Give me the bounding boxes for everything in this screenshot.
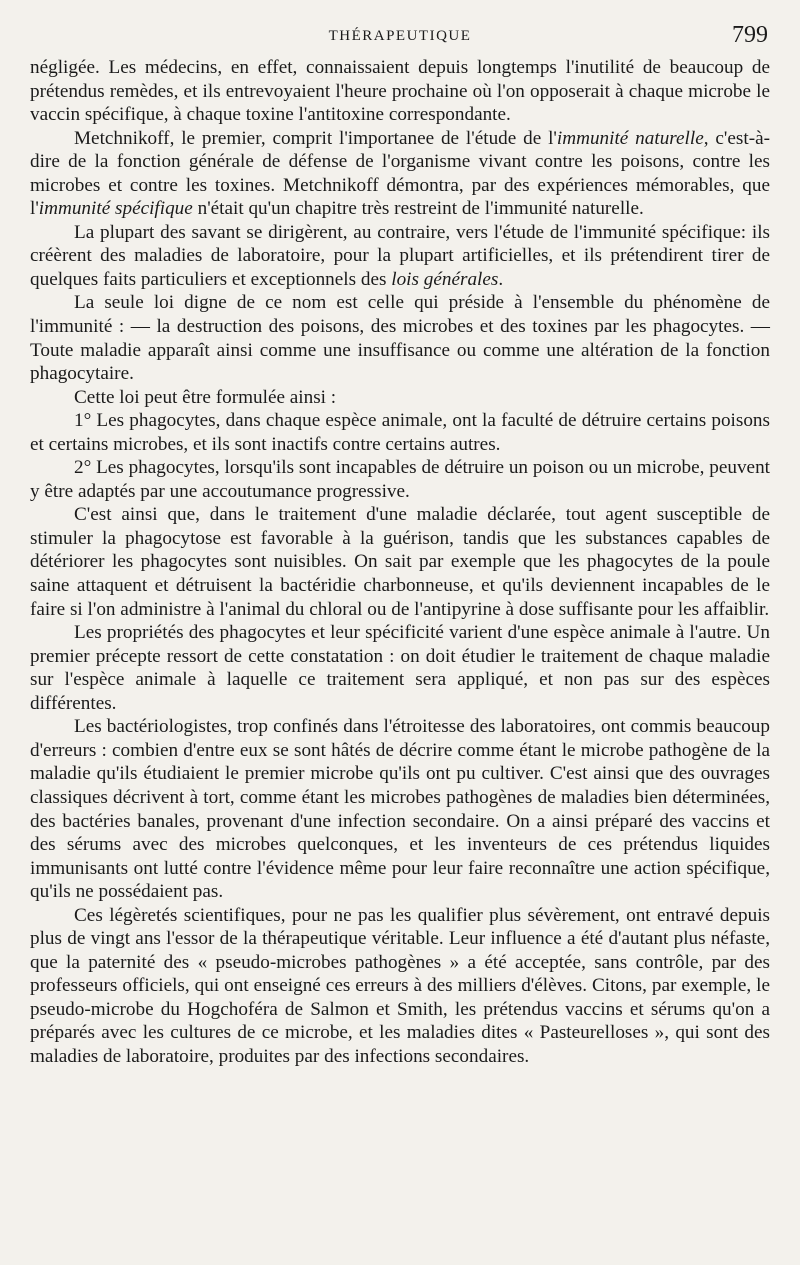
paragraph: [30, 409, 770, 456]
paragraph: [30, 456, 770, 503]
paragraph-text: La seule loi digne de ce nom est celle qui préside à l'ensemble du phénomène de l'immunité : — la destruction des poisons, des microbes et des toxines par les phagocytes. — Toute maladie apparaît ainsi comme une insuffisance ou comme une altération de la fonction phagocytaire.: [30, 292, 770, 385]
italic-text: immunité spécifique: [38, 198, 193, 220]
paragraph-text: , c'est-à-dire de la fonction générale de défense de l'organisme vivant contre les poisons, contre les microbes et contre les toxines. Metchnikoff démontra, par des expériences mémorables, que l': [30, 127, 770, 220]
paragraph: [30, 503, 770, 621]
paragraph-text: C'est ainsi que, dans le traitement d'une maladie déclarée, tout agent susceptible de stimuler la phagocytose est favorable à la guérison, tandis que les substances capables de détériorer les phagocytes sont nuisibles. On sait par exemple que les phagocytes de la poule saine attaquent et détruisent la bactéridie charbonneuse, et qu'ils deviennent incapables de le faire si l'on administre à l'animal du chloral ou de l'antipyrine à dose suffisante pour les affaiblir.: [30, 504, 770, 620]
paragraph-text: 1° Les phagocytes, dans chaque espèce animale, ont la faculté de détruire certains poisons et certains microbes, et ils sont inactifs contre certains autres.: [30, 410, 770, 455]
paragraph-text: négligée. Les médecins, en effet, connaissaient depuis longtemps l'inutilité de beaucoup de prétendus remèdes, et ils entrevoyaient l'heure prochaine où l'on opposerait à chaque microbe le vaccin spécifique, à chaque toxine l'antitoxine correspondante.: [30, 57, 770, 126]
italic-text: immunité naturelle: [556, 127, 704, 149]
paragraph-text: Metchnikoff, le premier, comprit l'importanee de l'étude de l': [74, 127, 557, 149]
paragraph-text: Les propriétés des phagocytes et leur spécificité varient d'une espèce animale à l'autre. Un premier précepte ressort de cette constatation : on doit étudier le traitement de chaque maladie sur l'espèce animale à laquelle ce traitement sera appliqué, et non pas sur des espèces différentes.: [30, 622, 770, 714]
paragraph-text: Cette loi peut être formulée ainsi :: [74, 386, 337, 408]
paragraph: [30, 904, 770, 1069]
running-title: THÉRAPEUTIQUE: [328, 28, 472, 44]
italic-text: lois générales: [391, 268, 499, 290]
paragraph: [30, 621, 770, 715]
paragraph-text: Ces légèretés scientifiques, pour ne pas les qualifier plus sévèrement, ont entravé depuis plus de vingt ans l'essor de la thérapeutique véritable. Leur influence a été d'autant plus néfaste, que la paternité des « pseudo-microbes pathogènes » a été acceptée, sans contrôle, par des professeurs officiels, qui ont enseigné ces erreurs à des milliers d'élèves. Citons, par exemple, le pseudo-microbe du Hogchoféra de Salmon et Smith, les prétendus vaccins et sérums qu'on a préparés avec les cultures de ce microbe, et les maladies dites « Pasteurelloses », qui sont des maladies de laboratoire, produites par des infections secondaires.: [30, 904, 770, 1067]
paragraph-text: La plupart des savant se dirigèrent, au contraire, vers l'étude de l'immunité spécifique: ils créèrent des maladies de laboratoire, pour la plupart artificielles, et ils prétendirent tirer de quelques faits particuliers et exceptionnels des: [30, 221, 770, 290]
paragraph: [30, 386, 770, 410]
body-text: [30, 56, 770, 1069]
paragraph: [30, 291, 770, 385]
paragraph-text: 2° Les phagocytes, lorsqu'ils sont incapables de détruire un poison ou un microbe, peuvent y être adaptés par une accoutumance progressive.: [30, 457, 770, 502]
paragraph-text: Les bactériologistes, trop confinés dans l'étroitesse des laboratoires, ont commis beaucoup d'erreurs : combien d'entre eux se sont hâtés de décrire comme étant le microbe pathogène de la maladie qu'ils étudiaient le premier microbe qu'ils ont pu cultiver. C'est ainsi que des ouvrages classiques décrivent à tort, comme étant les microbes pathogènes de maladies bien déterminées, des bactéries banales, provenant d'une infection secondaire. On a ainsi préparé des vaccins et des sérums avec des microbes quelconques, et les inventeurs de ces prétendus liquides immunisants ont lutté contre l'évidence même pour leur faire reconnaître une action spécifique, qu'ils ne possédaient pas.: [30, 716, 770, 903]
paragraph-text: .: [498, 268, 504, 290]
page-number: 799: [732, 22, 768, 48]
paragraph: [30, 56, 770, 127]
paragraph: [30, 127, 770, 221]
paragraph: [30, 221, 770, 292]
paragraph-text: n'était qu'un chapitre très restreint de l'immunité naturelle.: [192, 198, 644, 220]
paragraph: [30, 715, 770, 903]
page-header: [30, 22, 770, 56]
